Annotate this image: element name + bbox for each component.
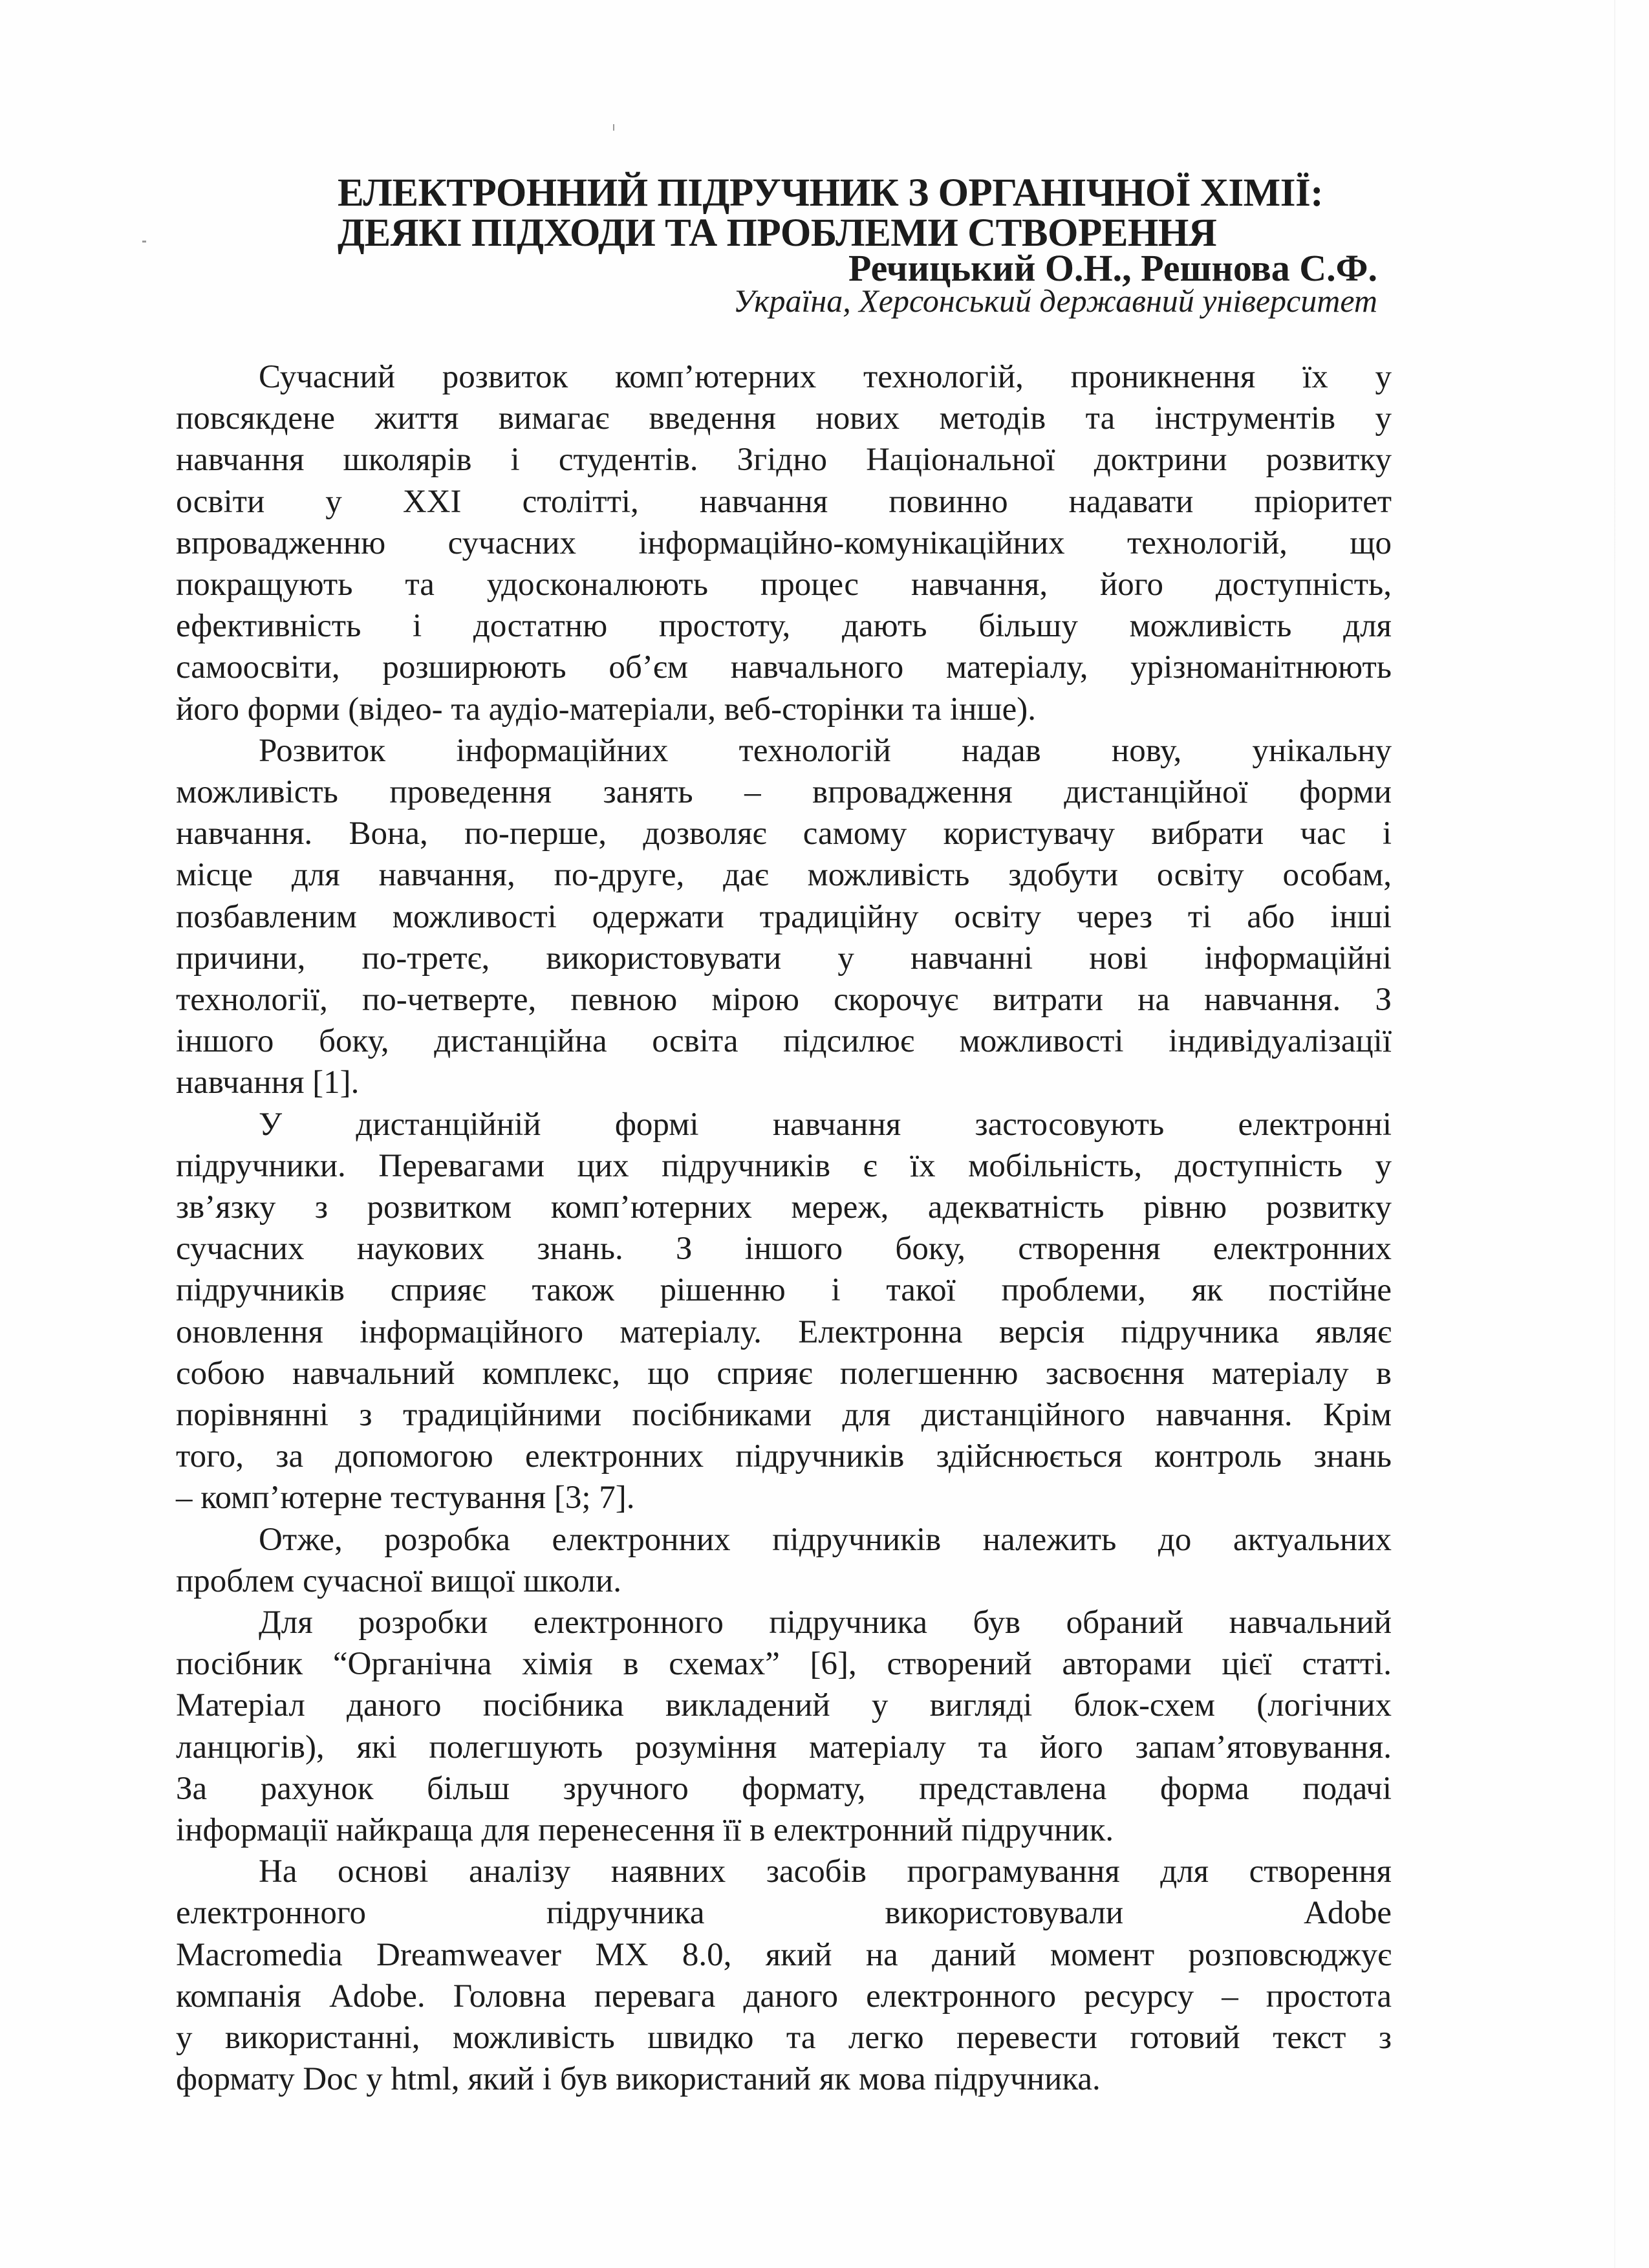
text-line: собою навчальний комплекс, що сприяє полегшенню засвоєння матеріалу в (176, 1355, 1392, 1392)
text-line: посібник “Органічна хімія в схемах” [6], створений авторами цієї статті. (176, 1646, 1392, 1683)
text-line: Отже, розробка електронних підручників належить до актуальних (259, 1521, 1392, 1558)
text-line: навчання. Вона, по-перше, дозволяє самому користувачу вибрати час і (176, 815, 1392, 852)
text-line: ланцюгів), які полегшують розуміння матеріалу та його запам’ятовування. (176, 1729, 1392, 1766)
text-line: ефективність і достатню простоту, дають більшу можливість для (176, 608, 1392, 645)
text-line: позбавленим можливості одержати традиційну освіту через ті або інші (176, 898, 1392, 935)
text-line: Macromedia Dreamweaver MX 8.0, який на даний момент розповсюджує (176, 1936, 1392, 1973)
text-line: підручників сприяє також рішенню і такої проблеми, як постійне (176, 1272, 1392, 1309)
article-affiliation: Україна, Херсонський державний університет (733, 283, 1377, 319)
text-line: у використанні, можливість швидко та легко перевести готовий текст з (176, 2020, 1392, 2056)
text-line: повсякдене життя вимагає введення нових методів та інструментів у (176, 400, 1392, 437)
text-line: компанія Adobe. Головна перевага даного електронного ресурсу – простота (176, 1978, 1392, 2014)
text-line: його форми (відео- та аудіо-матеріали, веб-сторінки та інше). (176, 691, 1037, 728)
text-line: порівнянні з традиційними посібниками для дистанційного навчання. Крім (176, 1397, 1392, 1433)
text-line: формату Doc у html, який і був використаний як мова підручника. (176, 2061, 1101, 2098)
text-line: На основі аналізу наявних засобів програмування для створення (259, 1853, 1392, 1890)
text-line: інформації найкраща для перенесення її в електронний підручник. (176, 1812, 1114, 1848)
text-line: впровадженню сучасних інформаційно-комунікаційних технологій, що (176, 524, 1392, 561)
text-line: Сучасний розвиток комп’ютерних технологій, проникнення їх у (259, 359, 1392, 395)
text-line: – комп’ютерне тестування [3; 7]. (176, 1480, 635, 1517)
text-line: іншого боку, дистанційна освіта підсилює можливості індивідуалізації (176, 1023, 1392, 1060)
text-line: причини, по-третє, використовувати у навчанні нові інформаційні (176, 940, 1392, 977)
text-line: освіти у XXI столітті, навчання повинно надавати пріоритет (176, 483, 1392, 520)
text-line: проблем сучасної вищої школи. (176, 1562, 622, 1599)
article-authors: Речицький О.Н., Решнова С.Ф. (848, 247, 1377, 289)
text-line: технології, по-четверте, певною мірою скорочує витрати на навчання. З (176, 982, 1392, 1018)
article-title-line-1: ЕЛЕКТРОННИЙ ПІДРУЧНИК З ОРГАНІЧНОЇ ХІМІЇ: (338, 171, 1324, 215)
text-line: За рахунок більш зручного формату, представлена форма подачі (176, 1770, 1392, 1807)
text-line: підручники. Перевагами цих підручників є їх мобільність, доступність у (176, 1147, 1392, 1184)
text-line: Розвиток інформаційних технологій надав нову, унікальну (259, 732, 1392, 769)
text-line: покращують та удосконалюють процес навчання, його доступність, (176, 567, 1392, 603)
text-line: місце для навчання, по-друге, дає можливість здобути освіту особам, (176, 857, 1392, 894)
text-line: навчання школярів і студентів. Згідно Національної доктрини розвитку (176, 442, 1392, 479)
article-title-line-2: ДЕЯКІ ПІДХОДИ ТА ПРОБЛЕМИ СТВОРЕННЯ (338, 211, 1217, 255)
text-line: можливість проведення занять – впровадження дистанційної форми (176, 774, 1392, 810)
text-line: сучасних наукових знань. З іншого боку, створення електронних (176, 1231, 1392, 1268)
text-line: навчання [1]. (176, 1064, 360, 1101)
text-line: Для розробки електронного підручника був обраний навчальний (259, 1604, 1392, 1641)
text-line: самоосвіти, розширюють об’єм навчального матеріалу, урізноманітнюють (176, 649, 1392, 686)
text-line: того, за допомогою електронних підручників здійснюється контроль знань (176, 1438, 1392, 1475)
text-line: електронного підручника використовували Adobe (176, 1895, 1392, 1932)
text-line: Матеріал даного посібника викладений у вигляді блок-схем (логічних (176, 1687, 1392, 1724)
text-line: зв’язку з розвитком комп’ютерних мереж, адекватність рівню розвитку (176, 1189, 1392, 1226)
text-line: У дистанційній формі навчання застосовують електронні (259, 1106, 1392, 1143)
text-line: оновлення інформаційного матеріалу. Електронна версія підручника являє (176, 1313, 1392, 1350)
